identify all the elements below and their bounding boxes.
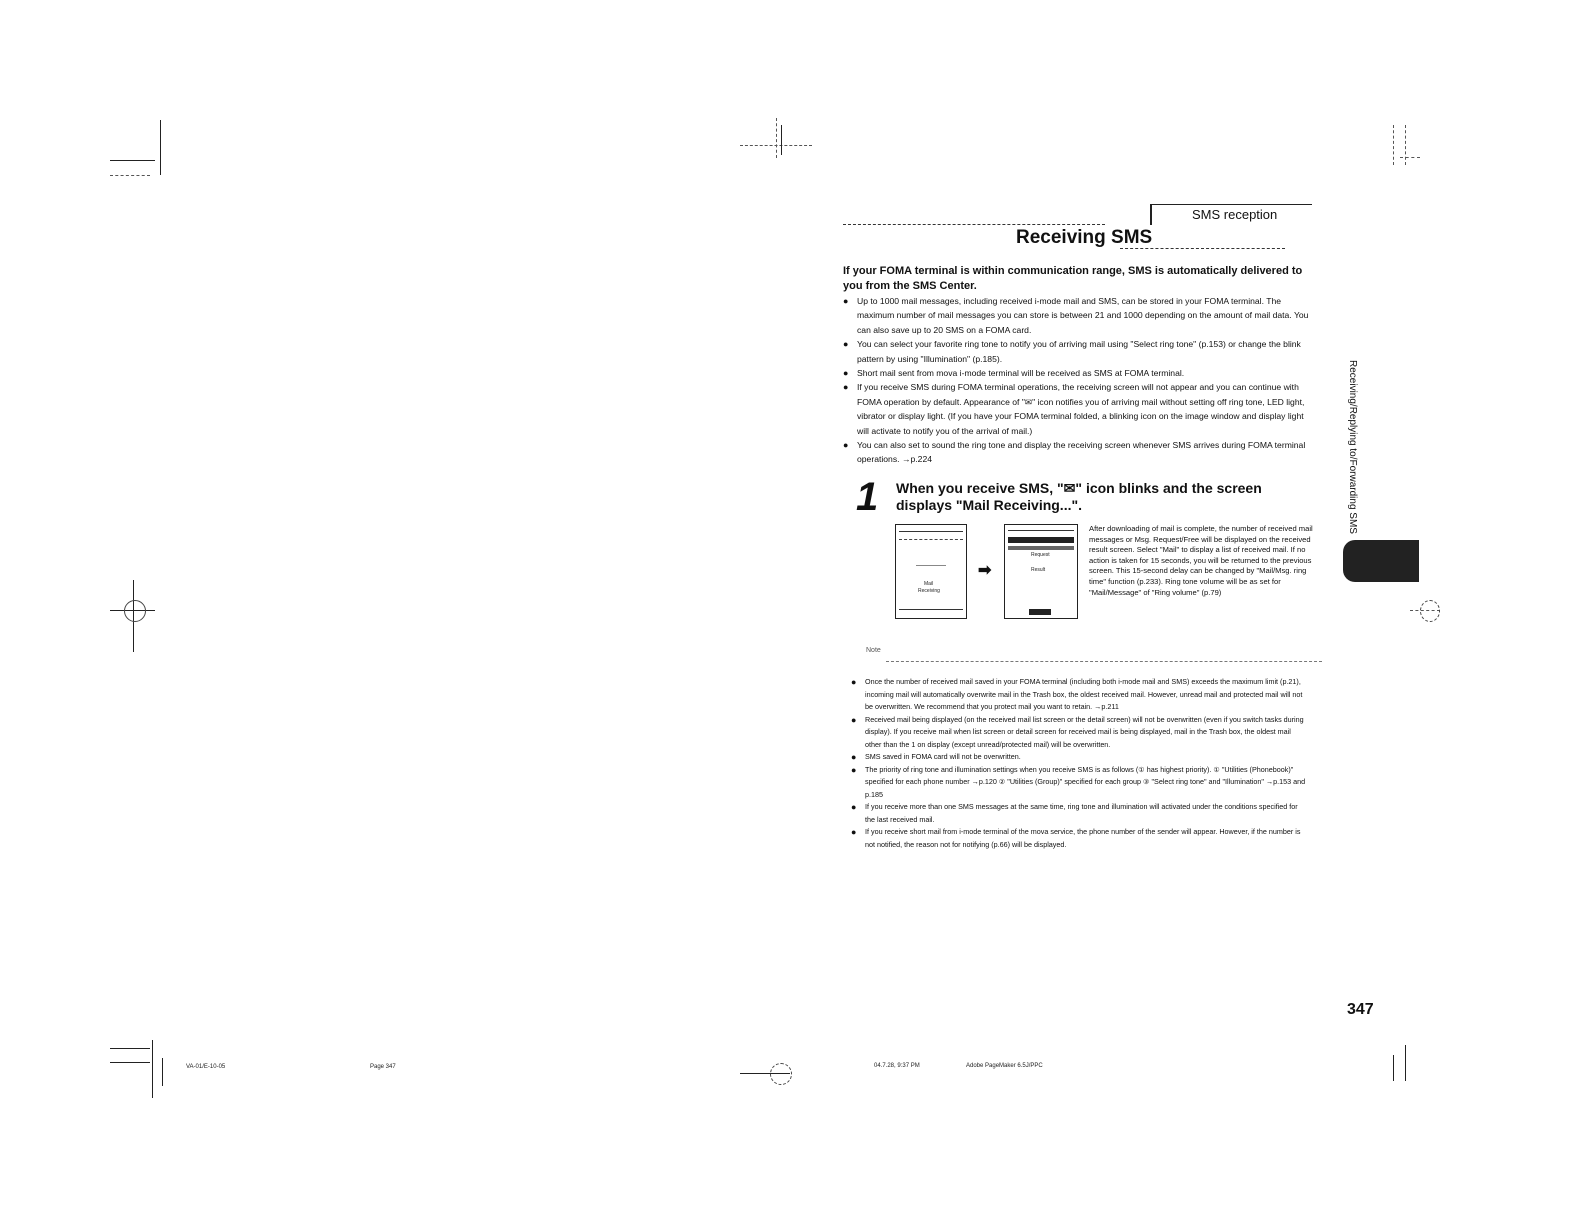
crop-mark	[110, 175, 150, 176]
registration-mark	[781, 125, 782, 155]
registration-circle	[770, 1063, 792, 1085]
step-number: 1	[856, 475, 879, 519]
note-item: ● SMS saved in FOMA card will not be overwritten.	[851, 751, 1309, 764]
registration-circle	[124, 600, 146, 622]
phone-screen-receiving	[895, 524, 967, 619]
note-item: ● The priority of ring tone and illumination settings when you receive SMS is as follows (① has highest priority). ① "Utilities (Phonebook)" specified for each phone number →p.120 ② "Utilities (Group)" specified for each group ③ "Select ring tone" and "Illumination" →p.153 and p.185	[851, 764, 1309, 802]
bullet-item: ● If you receive SMS during FOMA terminal operations, the receiving screen will not appear and you can continue with FOMA operation by default. Appearance of "✉" icon notifies you of arriving mail without setting off ring tone, LED light, vibrator or display light. (If you have your FOMA terminal folded, a blinking icon on the image window and display light will activate to notify you of the arrival of mail.)	[843, 380, 1309, 438]
chapter-side-label: Receiving/Replying to/Forwarding SMS	[1347, 360, 1358, 534]
screen-text-line	[916, 565, 946, 566]
step-instruction: When you receive SMS, "✉" icon blinks and the screen displays "Mail Receiving...".	[896, 480, 1262, 513]
chapter-tab	[1343, 540, 1419, 582]
footer-application: Adobe PageMaker 6.5J/PPC	[966, 1063, 1043, 1069]
screen-text-request: Request	[1031, 552, 1050, 558]
phone-screen-result	[1004, 524, 1078, 619]
registration-circle	[1420, 600, 1440, 622]
crop-mark	[160, 120, 161, 175]
note-rule	[886, 661, 1322, 662]
screen-title-bar	[1008, 537, 1074, 543]
screen-bottom-line	[899, 609, 963, 610]
title-rule	[1120, 248, 1285, 249]
bullet-item: ● Short mail sent from mova i-mode terminal will be received as SMS at FOMA terminal.	[843, 366, 1309, 380]
screen-divider	[899, 539, 963, 541]
screen-softkey	[1029, 609, 1051, 615]
screen-text-mail: Mail	[924, 581, 934, 587]
arrow-icon: ➡	[978, 562, 992, 579]
section-tab	[1150, 204, 1312, 225]
crop-mark	[110, 1062, 150, 1063]
footer-file-code: VA-01/E-10-05	[186, 1064, 226, 1070]
section-tab-label: SMS reception	[1192, 207, 1278, 222]
intro-paragraph: If your FOMA terminal is within communication range, SMS is automatically delivered to you from the SMS Center.	[843, 265, 1303, 292]
page-title: Receiving SMS	[1016, 227, 1153, 248]
screen-text-receiving: Receiving	[918, 588, 940, 594]
note-item: ● Once the number of received mail saved in your FOMA terminal (including both i-mode mail and SMS) exceeds the maximum limit (p.21), incoming mail will automatically overwrite mail in the Trash box, the oldest received mail. However, unread mail and protected mail will not be overwritten. We recommend that you protect mail you want to retain. →p.211	[851, 676, 1309, 714]
note-item: ● If you receive more than one SMS messages at the same time, ring tone and illumination will activated under the conditions specified for the last received mail.	[851, 801, 1309, 826]
screen-status-line	[1008, 530, 1074, 531]
bullet-item: ● You can select your favorite ring tone to notify you of arriving mail using "Select ring tone" (p.153) or change the blink pattern by using "Illumination" (p.185).	[843, 337, 1309, 366]
crop-mark	[1400, 157, 1420, 158]
note-item: ● If you receive short mail from i-mode terminal of the mova service, the phone number of the sender will appear. However, if the number is not notified, the reason not for notifying (p.66) will be displayed.	[851, 826, 1309, 851]
footer-date: 04.7.28, 9:37 PM	[874, 1063, 920, 1069]
page-number: 347	[1347, 1001, 1374, 1018]
crop-mark	[1405, 1045, 1406, 1081]
bullet-item: ● You can also set to sound the ring tone and display the receiving screen whenever SMS arrives during FOMA terminal operations. →p.224	[843, 438, 1309, 467]
crop-mark	[110, 160, 155, 161]
footer-page-label: Page 347	[370, 1064, 396, 1070]
main-bullet-list	[843, 294, 1309, 467]
bullet-item: ● Up to 1000 mail messages, including received i-mode mail and SMS, can be stored in your FOMA terminal. The maximum number of mail messages you can store is between 21 and 1000 depending on the amount of mail data. You can also save up to 20 SMS on a FOMA card.	[843, 294, 1309, 337]
note-item: ● Received mail being displayed (on the received mail list screen or the detail screen) will not be overwritten (even if you switch tasks during display). If you receive mail when list screen or detail screen for received mail is being displayed, mail in the Trash box, the oldest mail other than the 1 on display (except unread/protected mail) will be overwritten.	[851, 714, 1309, 752]
title-rule	[843, 224, 1105, 225]
crop-mark	[1405, 125, 1406, 165]
crop-mark	[1393, 1055, 1394, 1081]
crop-mark	[162, 1058, 163, 1086]
screen-highlight-row	[1008, 546, 1074, 550]
note-bullet-list	[851, 676, 1309, 851]
crop-mark	[1393, 125, 1394, 165]
step-side-note: After downloading of mail is complete, the number of received mail messages or Msg. Request/Free will be displayed on the received result screen. Select "Mail" to display a list of received mail. If no action is taken for 15 seconds, you will be returned to the previous screen. This 15-second delay can be changed by "Mail/Msg. ring time" function (p.233). Ring tone volume will be as set for "Mail/Message" of "Ring volume" (p.79)	[1089, 524, 1313, 597]
note-heading: Note	[866, 647, 881, 654]
registration-mark	[776, 118, 777, 158]
crop-mark	[110, 1048, 150, 1049]
screen-text-result: Result	[1031, 567, 1046, 573]
crop-mark	[152, 1040, 153, 1098]
screen-status-line	[899, 531, 963, 532]
